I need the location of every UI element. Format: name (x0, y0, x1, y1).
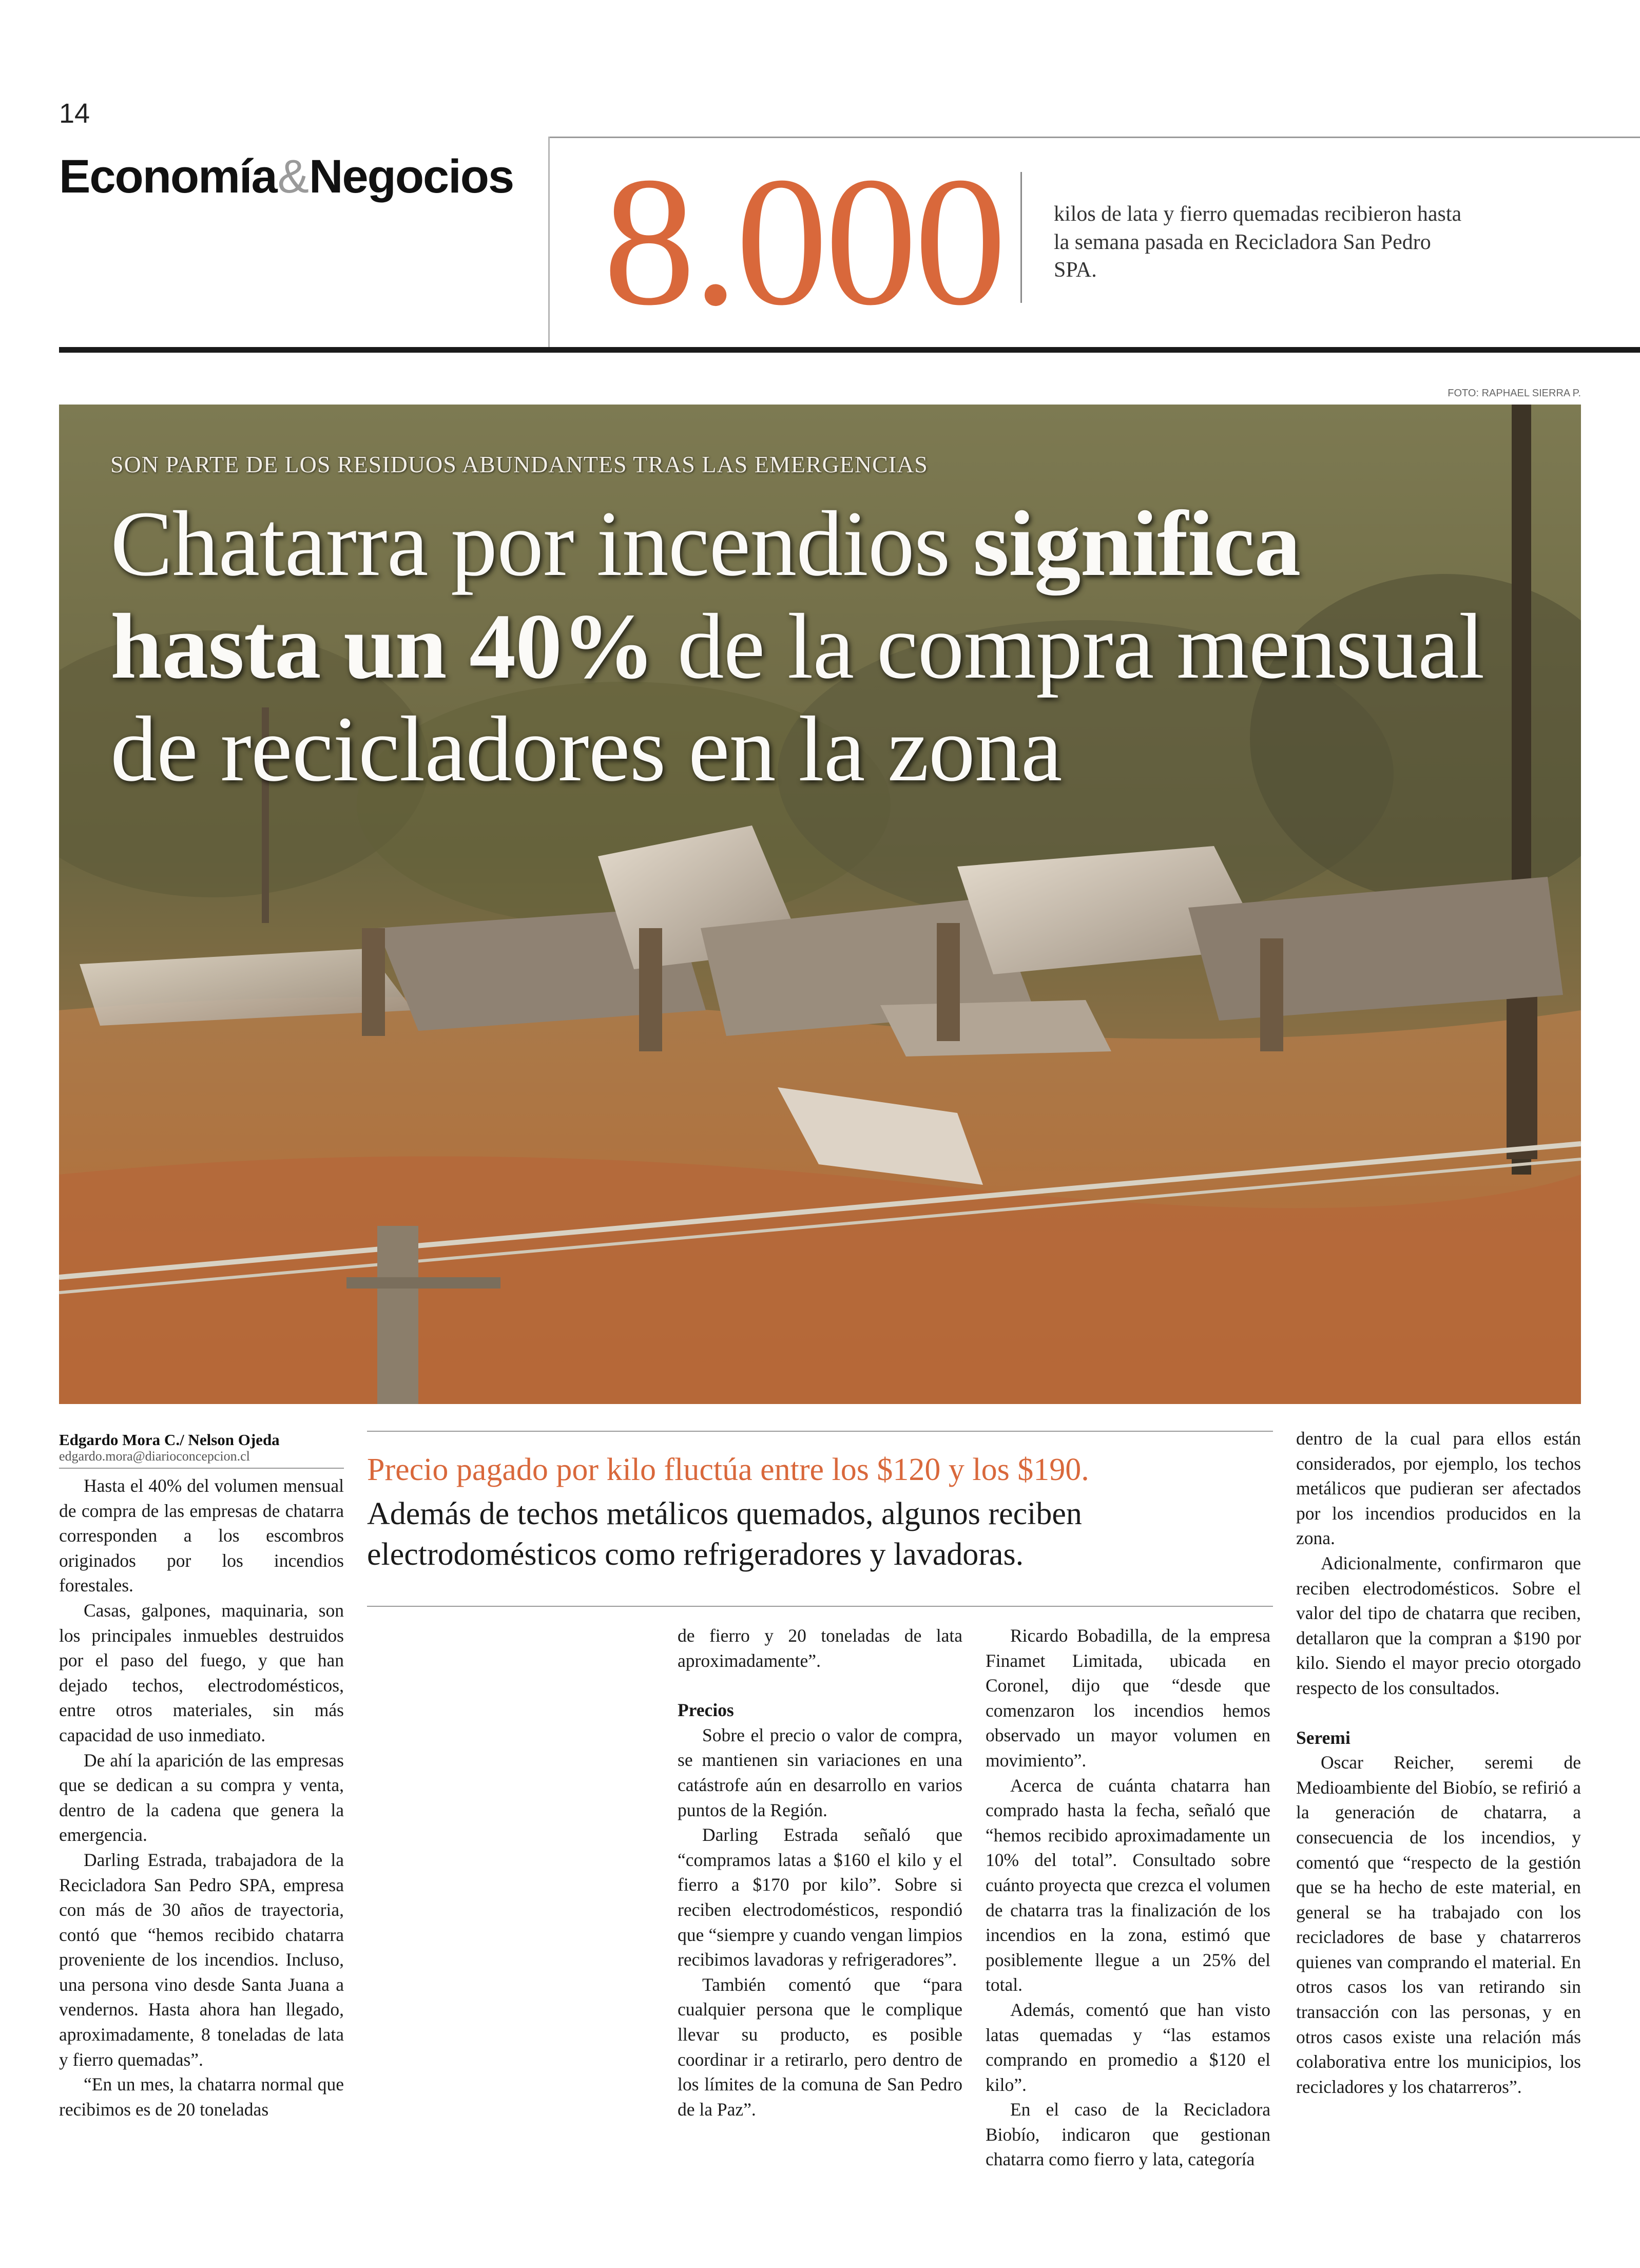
paragraph: Darling Estrada, trabajadora de la Recicladora San Pedro SPA, empresa con más de 30 años de trayectoria, contó que “hemos recibido chatarra proveniente de los incendios. Incluso, una persona vino desde Santa Juana a vendernos. Hasta ahora han llegado, aproximadamente, 8 toneladas de lata y fierro quemadas”. (59, 1849, 344, 2070)
deck-highlight: Precio pagado por kilo fluctúa entre los $120 y los $190. (367, 1452, 1089, 1487)
page-number: 14 (59, 98, 90, 129)
paragraph: También comentó que “para cualquier persona que le complique llevar su producto, es posible coordinar ir a retirarlo, pero dentro de los límites de la comuna de San Pedro de la Paz”. (678, 1974, 962, 2120)
article-headline (110, 493, 1573, 801)
stat-caption: kilos de lata y fierro quemadas recibieron hasta la semana pasada en Recicladora San Pedro SPA. (1054, 202, 1462, 282)
paragraph: De ahí la aparición de las empresas que se dedican a su compra y venta, dentro de la cadena que genera la emergencia. (59, 1750, 344, 1846)
byline-rule (59, 1468, 344, 1469)
paragraph: Casas, galpones, maquinaria, son los principales inmuebles destruidos por el paso del fuego, y que han dejado techos, electrodomésticos, entre otros materiales, sin más capacidad de uso inmediato. (59, 1600, 344, 1745)
article-kicker: SON PARTE DE LOS RESIDUOS ABUNDANTES TRAS LAS EMERGENCIAS (110, 451, 928, 477)
paragraph: “En un mes, la chatarra normal que recibimos es de 20 toneladas (59, 2074, 344, 2120)
paragraph: Sobre el precio o valor de compra, se mantienen sin variaciones en una catástrofe aún en desarrollo en varios puntos de la Región. (678, 1724, 962, 1820)
paragraph: Ricardo Bobadilla, de la empresa Finamet Limitada, ubicada en Coronel, dijo que “desde que comenzaron los incendios hemos observado un mayor volumen en movimiento”. (986, 1625, 1270, 1771)
article-column-1 (59, 1473, 344, 2122)
deck-rule (367, 1431, 1273, 1432)
masthead-divider (548, 137, 550, 350)
section-title-ampersand: & (277, 150, 308, 203)
article-column-3 (986, 1623, 1270, 2172)
subheading-seremi: Seremi (1296, 1727, 1350, 1748)
headline-part: Chatarra por incendios (110, 492, 973, 595)
top-rule (549, 137, 1640, 138)
article-column-4 (1296, 1426, 1581, 2099)
paragraph: Darling Estrada señaló que “compramos latas a $160 el kilo y el fierro a $170 por kilo”. Sobre si reciben electrodomésticos, respondió que “siempre y cuando vengan limpios recibimos lavadoras y refrigeradores”. (678, 1824, 962, 1970)
stat-number: 8.000 (603, 139, 1004, 343)
byline-authors: Edgardo Mora C./ Nelson Ojeda (59, 1431, 280, 1449)
masthead-rule (59, 347, 1640, 353)
byline-email: edgardo.mora@diarioconcepcion.cl (59, 1449, 250, 1464)
section-title-part1: Economía (59, 150, 277, 203)
article-column-2 (678, 1623, 962, 2122)
headline-emphasis: significa (973, 492, 1301, 595)
paragraph: Adicionalmente, confirmaron que reciben electrodomésticos. Sobre el valor del tipo de chatarra que reciben, detallaron que la compran a $190 por kilo. Siendo el mayor precio otorgado respecto de los consultados. (1296, 1552, 1581, 1698)
subheading-precios: Precios (678, 1700, 734, 1721)
stat-divider (1020, 172, 1022, 303)
headline-part: de recicladores en la zona (110, 698, 1062, 801)
paragraph: Oscar Reicher, seremi de Medioambiente del Biobío, se refirió a la generación de chatarra, a consecuencia de los incendios, y comentó que “respecto de la gestión que se ha hecho de este material, en general se ha trabajado con los recicladores de base y chatarreros quienes van comprando el material. En otros casos los van retirando sin transacción con las personas, y en otros casos existe una relación más colaborativa entre los municipios, los recicladores y los chatarreros”. (1296, 1752, 1581, 2097)
paragraph: Hasta el 40% del volumen mensual de compra de las empresas de chatarra corresponden a los escombros originados por los incendios forestales. (59, 1475, 344, 1596)
headline-emphasis: hasta un 40% (110, 595, 655, 699)
paragraph: dentro de la cual para ellos están considerados, por ejemplo, los techos metálicos que pudieran ser afectados por los incendios producidos en la zona. (1296, 1428, 1581, 1549)
photo-credit: FOTO: RAPHAEL SIERRA P. (1448, 388, 1581, 399)
deck-text: Además de techos metálicos quemados, algunos reciben electrodomésticos como refrigeradores y lavadoras. (367, 1496, 1082, 1572)
section-title-part2: Negocios (309, 150, 514, 203)
paragraph: de fierro y 20 toneladas de lata aproximadamente”. (678, 1625, 962, 1671)
paragraph: Acerca de cuánta chatarra han comprado hasta la fecha, señaló que “hemos recibido aproximadamente un 10% del total”. Consultado sobre cuánto proyecta que crezca el volumen de chatarra tras la finalización de los incendios en la zona, estimó que posiblemente llegue a un 25% del total. (986, 1775, 1270, 1995)
headline-part: de la compra mensual (654, 595, 1484, 699)
paragraph: Además, comentó que han visto latas quemadas y “las estamos comprando en promedio a $120 el kilo”. (986, 1999, 1270, 2095)
section-title (59, 150, 513, 204)
deck-rule (367, 1606, 1273, 1607)
paragraph: En el caso de la Recicladora Biobío, indicaron que gestionan chatarra como fierro y lata, categoría (986, 2099, 1270, 2170)
